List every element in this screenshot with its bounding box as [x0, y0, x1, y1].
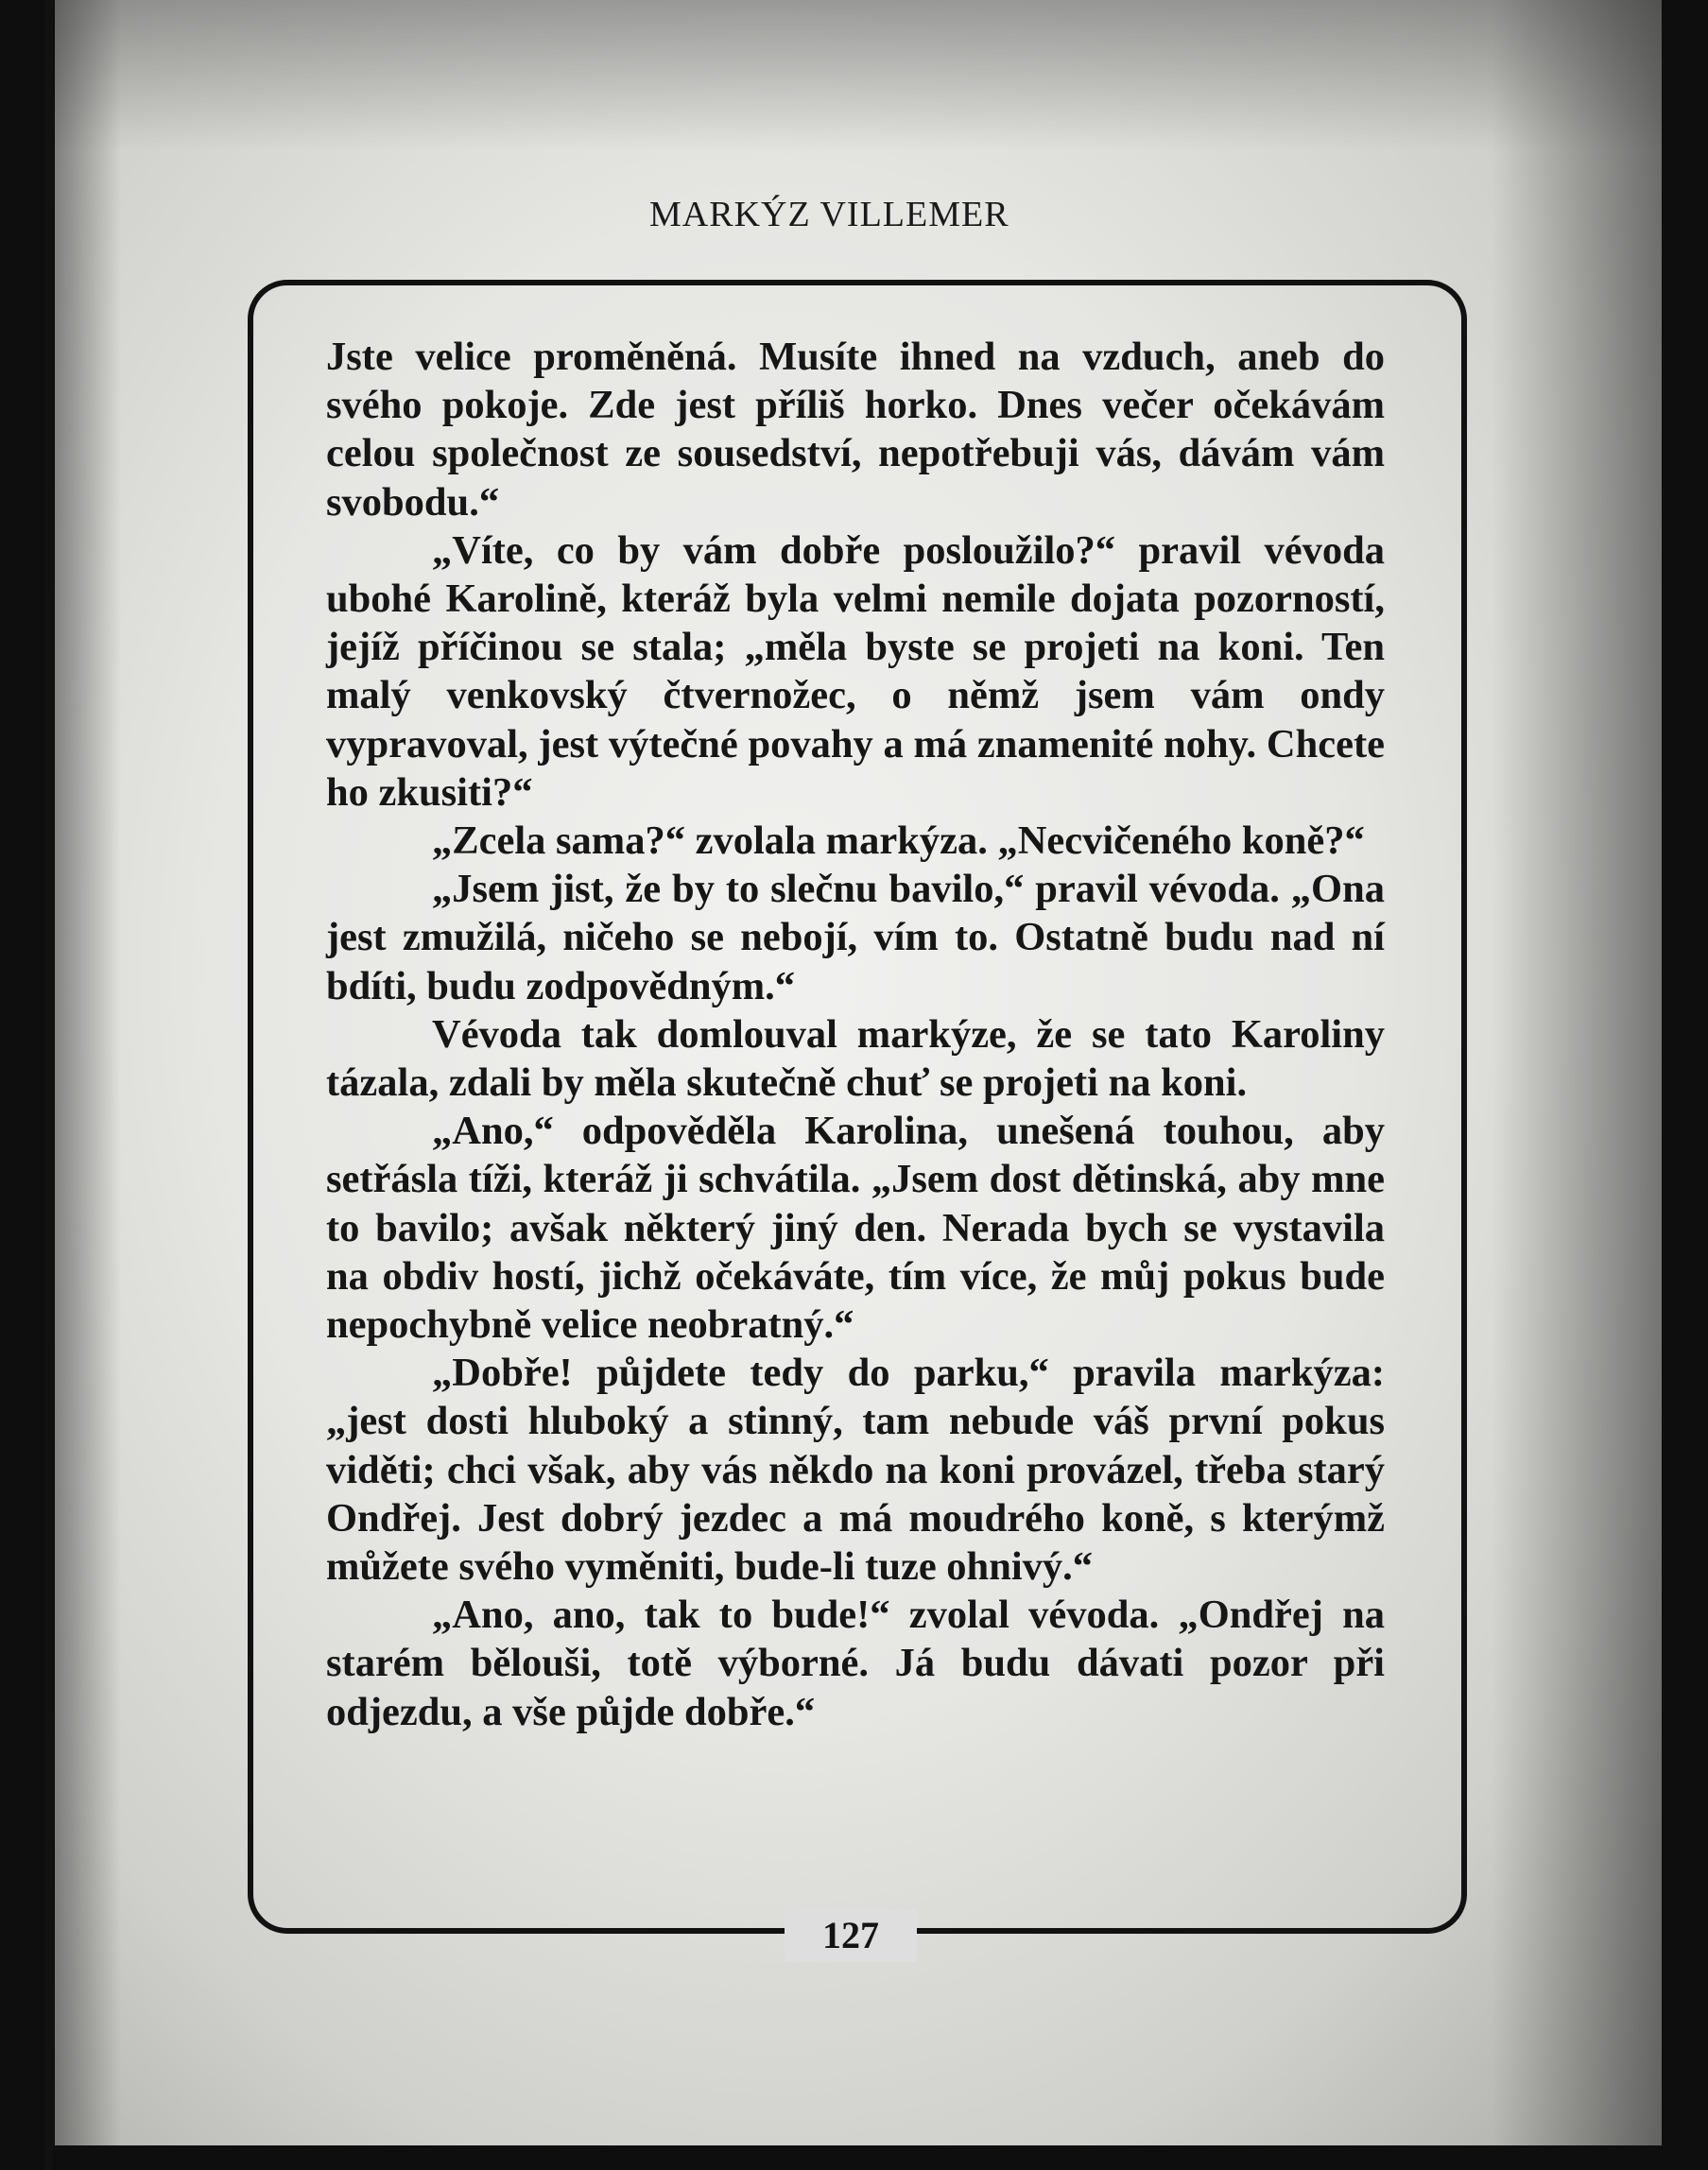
page-shadow-left	[55, 0, 121, 2145]
paragraph: „Ano, ano, tak to bude!“ zvolal vévoda. „Ondřej na starém bělouši, totě výborné. Já budu dávati pozor při odjezdu, a vše půjde dobře.“	[326, 1593, 1385, 1734]
body-text	[326, 333, 1385, 1736]
paragraph: „Jsem jist, že by to slečnu bavilo,“ pravil vévoda. „Ona jest zmužilá, ničeho se nebojí, vím to. Ostatně budu nad ní bdíti, budu zodpovědným.“	[326, 867, 1385, 1008]
book-spine-edge	[45, 0, 53, 2170]
paragraph: Vévoda tak domlouval markýze, že se tato Karoliny tázala, zdali by měla skutečně chuť se projeti na koni.	[326, 1011, 1385, 1106]
paragraph: Jste velice proměněná. Musíte ihned na vzduch, aneb do svého pokoje. Zde jest příliš horko. Dnes večer očekávám celou společnost ze sousedství, nepotřebuji vás, dávám vám svobodu.“	[326, 335, 1385, 525]
paragraph: „Dobře! půjdete tedy do parku,“ pravila markýza: „jest dosti hluboký a stinný, tam nebude váš první pokus viděti; chci však, aby vás někdo na koni provázel, třeba starý Ondřej. Jest dobrý jezdec a má moudrého koně, s kterýmž můžete svého vyměniti, bude-li tuze ohnivý.“	[326, 1351, 1385, 1590]
page-shadow-right	[1492, 0, 1662, 2145]
paragraph: „Ano,“ odpověděla Karolina, unešená touhou, aby setřásla tíži, kteráž ji schvátila. „Jsem dost dětinská, aby mne to bavilo; avšak některý jiný den. Nerada bych se vystavila na obdiv hostí, jichž očekáváte, tím více, že můj pokus bude nepochybně velice neobratný.“	[326, 1109, 1385, 1348]
running-head: MARKÝZ VILLEMER	[649, 195, 1009, 234]
page-shadow-top	[55, 0, 1662, 151]
paragraph: „Zcela sama?“ zvolala markýza. „Necvičeného koně?“	[432, 818, 1365, 864]
paragraph: „Víte, co by vám dobře posloužilo?“ pravil vévoda ubohé Karolině, kteráž byla velmi nemile dojata pozorností, jejíž příčinou se stala; „měla byste se projeti na koni. Ten malý venkovský čtvernožec, o němž jsem vám ondy vypravoval, jest výtečné povahy a má znamenité nohy. Chcete ho zkusiti?“	[326, 527, 1385, 815]
page-number: 127	[822, 1914, 879, 1956]
